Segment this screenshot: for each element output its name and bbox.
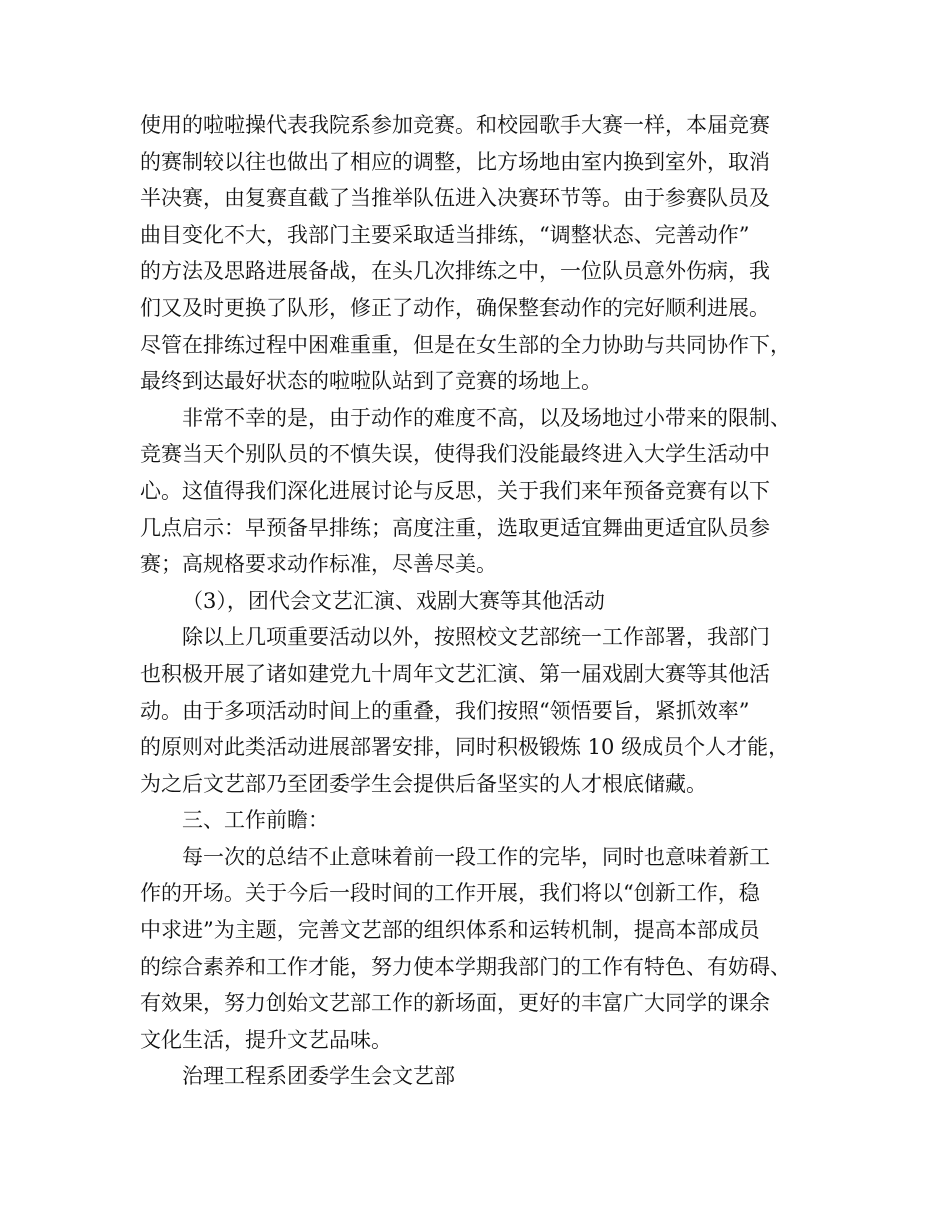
text-line: 作的开场。关于今后一段时间的工作开展，我们将以“创新工作，稳 — [140, 881, 760, 906]
text-line: 文化生活，提升文艺品味。 — [140, 1027, 392, 1052]
text-line: 心。这值得我们深化进展讨论与反思，关于我们来年预备竞赛有以下 — [140, 478, 770, 503]
text-line: 们又及时更换了队形，修正了动作，确保整套动作的完好顺利进展。 — [140, 295, 770, 320]
text-line: 每一次的总结不止意味着前一段工作的完毕，同时也意味着新工 — [182, 844, 770, 869]
text-line: 赛；高规格要求动作标准，尽善尽美。 — [140, 552, 497, 577]
text-line: 的原则对此类活动进展部署安排，同时积极锻炼 10 级成员个人才能， — [140, 735, 790, 760]
text-line: 有效果，努力创始文艺部工作的新场面，更好的丰富广大同学的课余 — [140, 991, 770, 1016]
text-line: 竞赛当天个别队员的不慎失误，使得我们没能最终进入大学生活动中 — [140, 442, 770, 467]
text-line: 除以上几项重要活动以外，按照校文艺部统一工作部署，我部门 — [182, 625, 770, 650]
text-line: 三、工作前瞻： — [182, 808, 329, 833]
document-body — [140, 107, 825, 1095]
text-line: 使用的啦啦操代表我院系参加竞赛。和校园歌手大赛一样，本届竞赛 — [140, 113, 770, 137]
text-line: 中求进”为主题，完善文艺部的组织体系和运转机制，提高本部成员 — [140, 918, 760, 943]
text-line: 的赛制较以往也做出了相应的调整，比方场地由室内换到室外，取消 — [140, 149, 770, 174]
text-line: （3），团代会文艺汇演、戏剧大赛等其他活动 — [182, 588, 605, 613]
paragraph — [140, 1058, 825, 1095]
text-line: 最终到达最好状态的啦啦队站到了竞赛的场地上。 — [140, 369, 602, 394]
text-line: 非常不幸的是，由于动作的难度不高，以及场地过小带来的限制、 — [182, 405, 791, 430]
text-line: 曲目变化不大，我部门主要采取适当排练，“调整状态、完善动作” — [140, 222, 750, 247]
text-line: 的方法及思路进展备战，在头几次排练之中，一位队员意外伤病，我 — [140, 259, 770, 284]
paragraph — [140, 107, 825, 400]
paragraph — [140, 802, 825, 839]
text-line: 动。由于多项活动时间上的重叠，我们按照“领悟要旨，紧抓效率” — [140, 698, 750, 723]
text-line: 半决赛，由复赛直截了当推举队伍进入决赛环节等。由于参赛队员及 — [140, 186, 770, 211]
text-line: 治理工程系团委学生会文艺部 — [182, 1064, 455, 1089]
text-line: 几点启示：早预备早排练；高度注重，选取更适宜舞曲更适宜队员参 — [140, 515, 770, 540]
text-line: 尽管在排练过程中困难重重，但是在女生部的全力协助与共同协作下， — [140, 332, 791, 357]
paragraph — [140, 839, 825, 1059]
text-line: 的综合素养和工作才能，努力使本学期我部门的工作有特色、有妨碍、 — [140, 954, 791, 979]
text-line: 为之后文艺部乃至团委学生会提供后备坚实的人才根底储藏。 — [140, 771, 707, 796]
text-line: 也积极开展了诸如建党九十周年文艺汇演、第一届戏剧大赛等其他活 — [140, 661, 770, 686]
paragraph — [140, 619, 825, 802]
paragraph — [140, 583, 825, 620]
paragraph — [140, 400, 825, 583]
